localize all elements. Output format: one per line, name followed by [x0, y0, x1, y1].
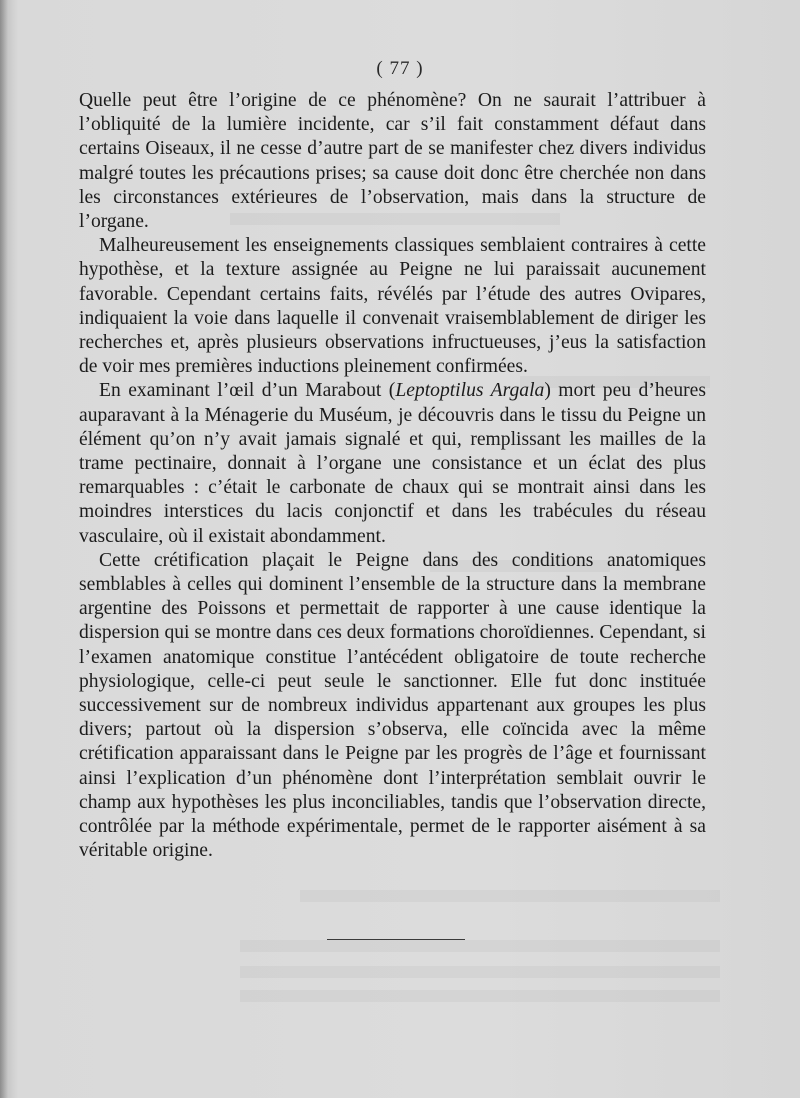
- body-text: [79, 89, 706, 864]
- paragraph-3-text-a: En examinant l’œil d’un Marabout (: [99, 380, 396, 402]
- paragraph-2: Malheureusement les enseignements classiques semblaient contraires à cette hypothèse, et la texture assignée au Peigne ne lui paraissait aucunement favorable. Cependant certains faits, révélés par l’étude des autres Ovipares, indiquaient la voie dans laquelle il convenait vraisemblablement de diriger les recherches et, après plusieurs observations infructueuses, j’eus la satisfaction de voir mes premières inductions pleinement confirmées.: [79, 235, 706, 378]
- paragraph-1: Quelle peut être l’origine de ce phénomène? On ne saurait l’attribuer à l’obliquité de la lumière incidente, car s’il fait constamment défaut dans certains Oiseaux, il ne cesse d’autre part de se manifester chez divers individus malgré toutes les précautions prises; sa cause doit donc être cherchée non dans les circonstances extérieures de l’observation, mais dans la structure de l’organe.: [79, 90, 706, 233]
- paragraph-4: Cette crétification plaçait le Peigne dans des conditions anatomiques semblables à celles qui dominent l’ensemble de la structure dans la membrane argentine des Poissons et permettait de rapporter à une cause identique la dispersion qui se montre dans ces deux formations choroïdiennes. Cependant, si l’examen anatomique constitue l’antécédent obligatoire de toute recherche physiologique, celle-ci peut seule le sanctionner. Elle fut donc instituée successivement sur de nombreux individus appartenant aux groupes les plus divers; partout où la dispersion s’observa, elle coïncida avec la même crétification apparaissant dans le Peigne par les progrès de l’âge et fournissant ainsi l’explication d’un phénomène dont l’interprétation semblait ouvrir le champ aux hypothèses les plus inconciliables, tandis que l’observation directe, contrôlée par la méthode expérimentale, permet de le rapporter aisément à sa véritable origine.: [79, 549, 706, 862]
- page-number: ( 77 ): [376, 58, 424, 79]
- footer-rule: [327, 939, 465, 940]
- paragraph-3: [79, 379, 706, 548]
- paragraph-3-text-b: ) mort peu d’heures auparavant à la Ménagerie du Muséum, je découvris dans le tissu du Peigne un élément qu’on n’y avait jamais signalé et qui, remplissant les mailles de la trame pectinaire, donnait à l’organe une consistance et un éclat des plus remarquables : c’était le carbonate de chaux qui se montrait ainsi dans les moindres interstices du lacis conjonctif et dans les trabécules du réseau vasculaire, où il existait abondamment.: [79, 380, 706, 547]
- species-name: Leptoptilus Argala: [395, 380, 545, 402]
